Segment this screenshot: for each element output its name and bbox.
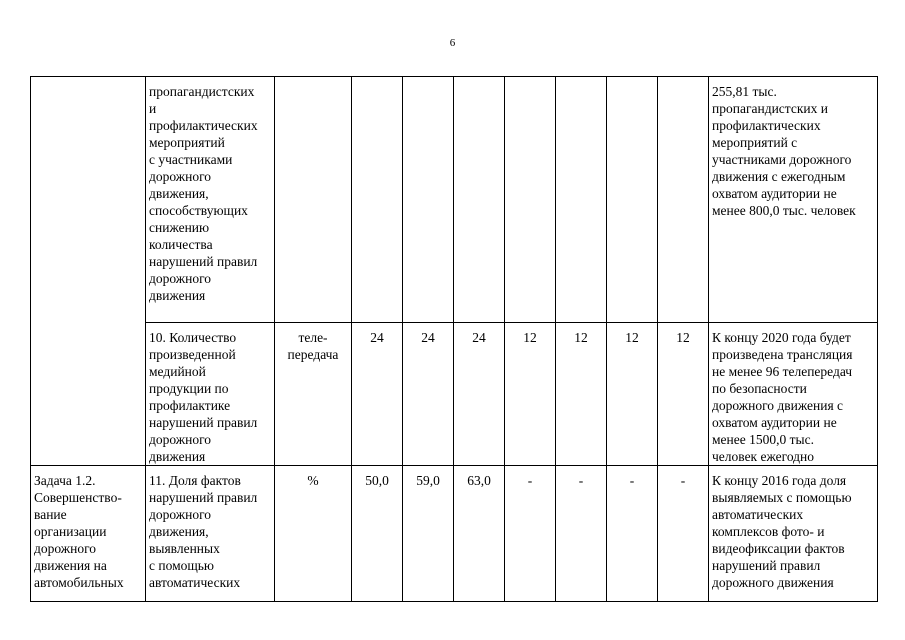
value-cell: 12 [658,323,709,466]
indicators-table [30,76,878,602]
value-cell [403,77,454,323]
value-cell: 12 [556,323,607,466]
page-number: 6 [449,37,456,49]
value-cell: - [505,466,556,602]
value-cell: - [658,466,709,602]
value-cell [607,77,658,323]
value-cell: 59,0 [403,466,454,602]
value-cell [556,77,607,323]
unit-cell [275,77,352,323]
value-cell: 50,0 [352,466,403,602]
result-cell: 255,81 тыс. пропагандистских и профилактических мероприятий с участниками дорожного движения с ежегодным охватом аудитории не менее 800,0 тыс. человек [709,77,878,323]
table-row [31,466,878,602]
unit-cell: % [275,466,352,602]
value-cell [454,77,505,323]
task-cell [31,77,146,466]
value-cell: 24 [352,323,403,466]
value-cell: 12 [505,323,556,466]
value-cell [658,77,709,323]
value-cell: 12 [607,323,658,466]
unit-cell: теле- передача [275,323,352,466]
table-row [31,77,878,323]
table-row [31,323,878,466]
result-cell: К концу 2020 года будет произведена трансляция не менее 96 телепередач по безопасности дорожного движения с охватом аудитории не менее 1500,0 тыс. человек ежегодно [709,323,878,466]
value-cell [505,77,556,323]
result-cell: К концу 2016 года доля выявляемых с помощью автоматических комплексов фото- и видеофиксации фактов нарушений правил дорожного движения [709,466,878,602]
value-cell: 24 [403,323,454,466]
task-cell: Задача 1.2. Совершенство- вание организации дорожного движения на автомобильных [31,466,146,602]
indicator-name-cell: 10. Количество произведенной медийной продукции по профилактике нарушений правил дорожного движения [146,323,275,466]
indicator-name-cell: пропагандистских и профилактических мероприятий с участниками дорожного движения, способствующих снижению количества нарушений правил дорожного движения [146,77,275,323]
value-cell [352,77,403,323]
value-cell: - [556,466,607,602]
value-cell: 63,0 [454,466,505,602]
value-cell: - [607,466,658,602]
value-cell: 24 [454,323,505,466]
indicator-name-cell: 11. Доля фактов нарушений правил дорожного движения, выявленных с помощью автоматических [146,466,275,602]
